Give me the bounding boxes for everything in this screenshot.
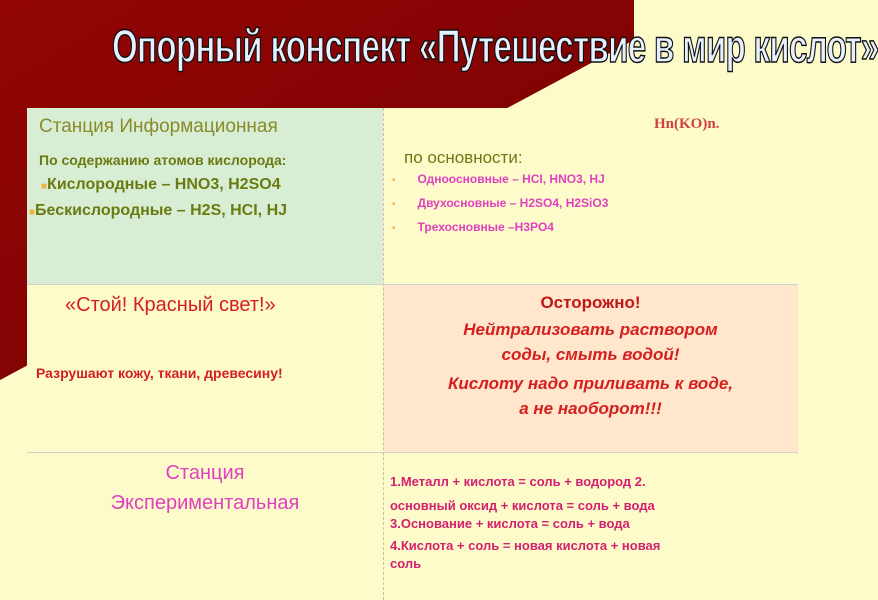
bullet-icon: ■ <box>29 207 36 218</box>
list-item: ▪ Трехосновные –H3PO4 <box>392 220 554 234</box>
reaction-line: 3.Основание + кислота = соль + вода <box>390 516 630 531</box>
warning-left-heading: «Стой! Красный свет!» <box>65 294 276 316</box>
page-title: Опорный конспект «Путешествие в мир кислот» <box>112 20 878 72</box>
warning-right-heading: Осторожно! <box>540 293 641 312</box>
warning-right-line: соды, смыть водой! <box>501 345 680 364</box>
bullet-icon: ■ <box>41 181 48 192</box>
warning-left-text: Разрушают кожу, ткани, древесину! <box>36 365 283 381</box>
list-item: ▪ Двухосновные – H2SO4, H2SiO3 <box>392 196 609 210</box>
row-divider <box>27 452 798 453</box>
reaction-line: 1.Металл + кислота = соль + водород 2. <box>390 474 646 489</box>
station-info-heading: Станция Информационная <box>39 116 278 137</box>
list-item: ■Бескислородные – H2S, HCI, HJ <box>29 202 288 219</box>
row-divider <box>27 284 798 285</box>
acid-formula: Hn(KO)n. <box>654 116 720 132</box>
reaction-line: основный оксид + кислота = соль + вода <box>390 498 655 513</box>
list-item: ■Кислородные – HNO3, H2SO4 <box>41 176 281 193</box>
basicity-heading: по основности: <box>404 148 523 167</box>
station-exp-line: Экспериментальная <box>110 492 300 514</box>
reaction-line: соль <box>390 556 422 571</box>
summary-table <box>27 108 798 600</box>
bullet-icon: ▪ <box>392 175 396 186</box>
reaction-line: 4.Кислота + соль = новая кислота + новая <box>390 538 661 553</box>
warning-right-line: Кислоту надо приливать к воде, <box>447 374 734 393</box>
bullet-icon: ▪ <box>392 223 396 234</box>
station-info-subtitle: По содержанию атомов кислорода: <box>39 152 287 168</box>
station-exp-line: Станция <box>165 462 245 484</box>
list-item: ▪ Одноосновные – HCI, HNO3, HJ <box>392 172 605 186</box>
bullet-icon: ▪ <box>392 199 396 210</box>
warning-right-line: Нейтрализовать раствором <box>463 320 718 339</box>
warning-right-line: а не наоборот!!! <box>519 399 662 418</box>
